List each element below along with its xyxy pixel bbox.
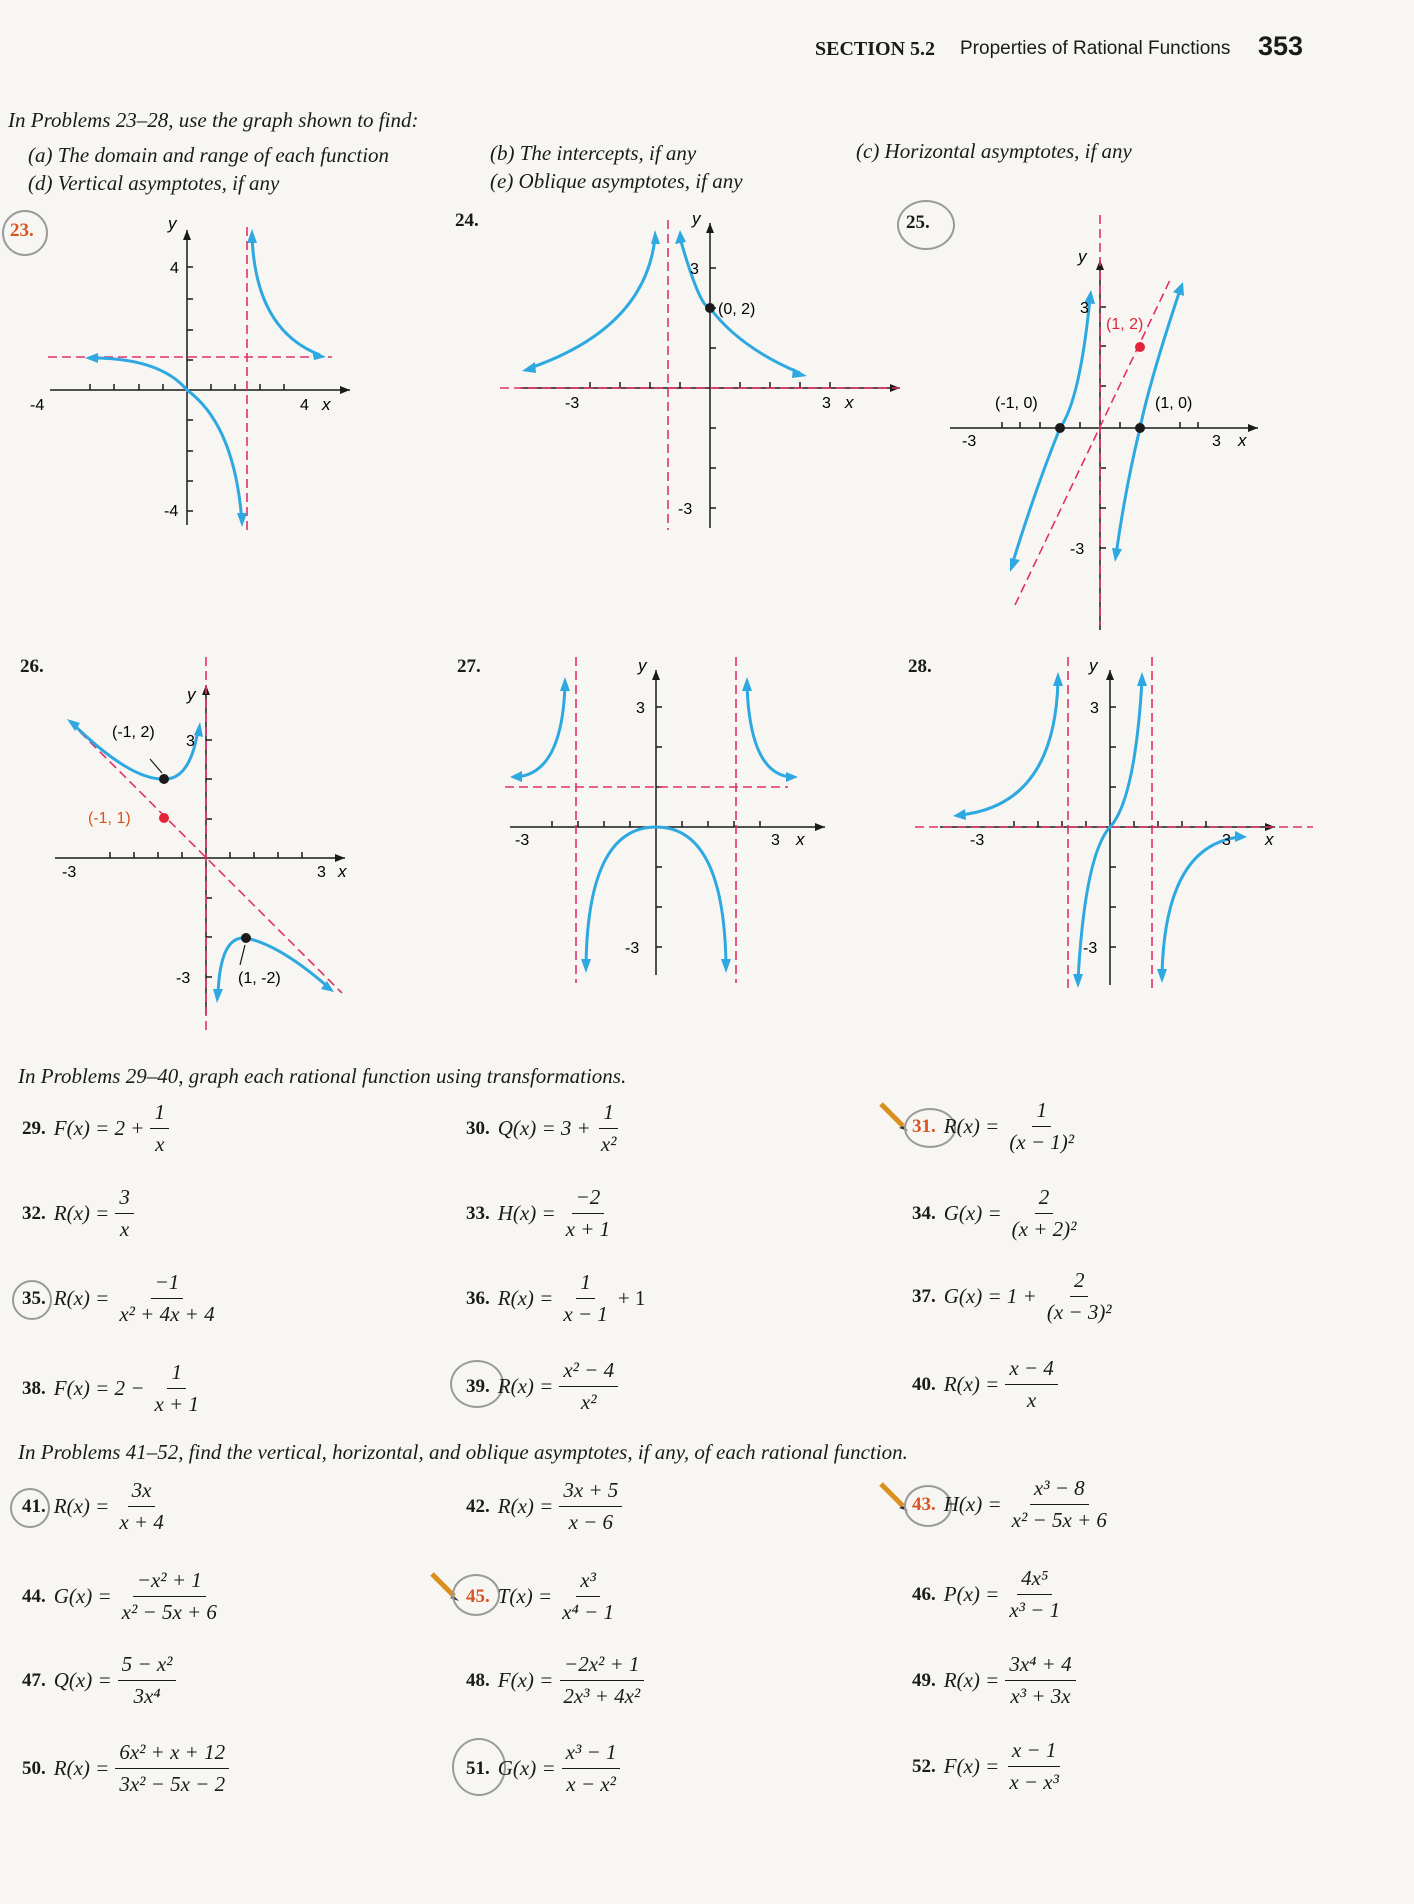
denominator: x² [580, 1390, 597, 1414]
problem-number: 35. [22, 1287, 46, 1309]
numerator: 1 [576, 1270, 595, 1299]
graph-26 [40, 655, 360, 1035]
tick-4: 4 [170, 260, 179, 277]
lhs: R(x) = [943, 1114, 1000, 1138]
instruction-d: (d) Vertical asymptotes, if any [28, 171, 280, 195]
tick-3: 3 [690, 261, 699, 278]
problem-30 [466, 1100, 626, 1157]
instruction-b: (b) The intercepts, if any [490, 141, 697, 165]
problem-46 [912, 1566, 1070, 1623]
lhs: F(x) = 2 − [53, 1376, 145, 1400]
x-tick-4: 4 [300, 397, 309, 414]
denominator: x + 1 [565, 1217, 611, 1241]
problem-number: 41. [22, 1495, 46, 1517]
lhs: P(x) = [943, 1582, 1000, 1606]
numerator: x³ [576, 1568, 600, 1597]
tick-minus-3: -3 [176, 970, 191, 987]
problem-number: 43. [912, 1493, 936, 1515]
lhs: H(x) = [943, 1492, 1002, 1516]
problem-number-28: 28. [908, 656, 932, 677]
lhs: H(x) = [497, 1201, 556, 1225]
point-label-3: (1, -2) [238, 970, 281, 987]
problem-45 [466, 1568, 624, 1625]
tick-3: 3 [1090, 700, 1099, 717]
numerator: x³ − 8 [1030, 1476, 1089, 1505]
problem-33 [466, 1185, 620, 1242]
problem-34 [912, 1185, 1086, 1242]
lhs: R(x) = [497, 1494, 554, 1518]
problem-number-26: 26. [20, 656, 44, 677]
point-label-1: (1, 2) [1106, 316, 1144, 333]
numerator: 6x² + x + 12 [115, 1740, 229, 1769]
denominator: 2x³ + 4x² [563, 1684, 641, 1708]
denominator: 3x⁴ [133, 1684, 161, 1708]
numerator: x − 4 [1005, 1356, 1058, 1385]
problem-38 [22, 1360, 209, 1417]
problem-40 [912, 1356, 1064, 1413]
point-label-3: (1, 0) [1155, 395, 1193, 412]
lhs: R(x) = [943, 1372, 1000, 1396]
denominator: x − 6 [568, 1510, 614, 1534]
x-tick-3: 3 [771, 832, 780, 849]
lhs: Q(x) = [53, 1668, 112, 1692]
y-axis-label: y [1078, 247, 1087, 266]
problem-39 [466, 1358, 624, 1415]
tick-minus-3: -3 [625, 940, 640, 957]
numerator: −2 [572, 1185, 605, 1214]
numerator: x² − 4 [559, 1358, 618, 1387]
graph-27 [500, 655, 830, 985]
denominator: (x + 2)² [1011, 1217, 1077, 1241]
instruction-c: (c) Horizontal asymptotes, if any [856, 139, 1132, 163]
y-axis-label: y [692, 209, 701, 228]
y-axis-label: y [638, 656, 647, 675]
denominator: x³ − 1 [1009, 1598, 1061, 1622]
problem-44 [22, 1568, 227, 1625]
numerator: 3 [115, 1185, 134, 1214]
problem-number: 38. [22, 1377, 46, 1399]
numerator: 2 [1035, 1185, 1054, 1214]
problem-number: 37. [912, 1285, 936, 1307]
numerator: x − 1 [1008, 1738, 1061, 1767]
problem-52 [912, 1738, 1069, 1795]
denominator: (x − 1)² [1009, 1130, 1075, 1154]
numerator: 3x⁴ + 4 [1005, 1652, 1075, 1681]
problem-42 [466, 1478, 628, 1535]
lhs: R(x) = [53, 1756, 110, 1780]
x-tick-minus-4: -4 [30, 397, 45, 414]
numerator: x³ − 1 [562, 1740, 621, 1769]
problem-number: 40. [912, 1373, 936, 1395]
denominator: x − 1 [563, 1302, 608, 1326]
problem-number: 51. [466, 1757, 490, 1779]
problem-number: 29. [22, 1117, 46, 1139]
x-tick-3: 3 [822, 395, 831, 412]
lhs: R(x) = [53, 1494, 110, 1518]
numerator: 1 [150, 1100, 169, 1129]
problem-31 [912, 1098, 1084, 1155]
instructions-29-40: In Problems 29–40, graph each rational function using transformations. [18, 1064, 627, 1088]
denominator: x² − 5x + 6 [1011, 1508, 1107, 1532]
problem-36 [466, 1270, 645, 1327]
tick-minus-3: -3 [678, 501, 693, 518]
denominator: x + 4 [119, 1510, 164, 1534]
denominator: x − x² [566, 1772, 616, 1796]
denominator: x² [600, 1132, 617, 1156]
problem-number: 39. [466, 1375, 490, 1397]
point-label-2: (-1, 0) [995, 395, 1038, 412]
lhs: T(x) = [497, 1584, 553, 1608]
problem-number: 49. [912, 1669, 936, 1691]
tick-3: 3 [186, 733, 195, 750]
denominator: (x − 3)² [1046, 1300, 1112, 1324]
problem-number: 31. [912, 1115, 936, 1137]
x-axis-label: x [322, 395, 331, 414]
y-axis-label: y [187, 685, 196, 704]
x-tick-minus-3: -3 [970, 832, 985, 849]
problem-37 [912, 1268, 1122, 1325]
lhs: R(x) = [943, 1668, 1000, 1692]
denominator: x + 1 [154, 1392, 199, 1416]
instructions-23-28: In Problems 23–28, use the graph shown to find: [8, 108, 419, 132]
numerator: 1 [167, 1360, 186, 1389]
x-tick-3: 3 [1212, 433, 1221, 450]
instruction-e: (e) Oblique asymptotes, if any [490, 169, 743, 193]
problem-48 [466, 1652, 650, 1709]
graph-28 [915, 655, 1315, 995]
denominator: 3x² − 5x − 2 [119, 1772, 226, 1796]
problem-number: 36. [466, 1287, 490, 1309]
problem-number: 50. [22, 1757, 46, 1779]
x-tick-3: 3 [317, 864, 326, 881]
lhs: R(x) = [497, 1286, 554, 1310]
lhs: G(x) = [53, 1584, 112, 1608]
x-tick-minus-3: -3 [62, 864, 77, 881]
x-tick-minus-3: -3 [515, 832, 530, 849]
problem-number-24: 24. [455, 210, 479, 231]
lhs: R(x) = [53, 1201, 110, 1225]
x-axis-label: x [796, 830, 805, 849]
point-label-2: (-1, 1) [88, 810, 131, 827]
denominator: x [1026, 1388, 1037, 1412]
y-axis-label: y [1089, 656, 1098, 675]
x-tick-3: 3 [1222, 832, 1231, 849]
problem-47 [22, 1652, 182, 1709]
page-number: 353 [1258, 31, 1304, 61]
section-title: Properties of Rational Functions [960, 38, 1231, 59]
x-tick-minus-3: -3 [962, 433, 977, 450]
problem-number-27: 27. [457, 656, 481, 677]
numerator: 4x⁵ [1017, 1566, 1052, 1595]
graph-24 [500, 208, 920, 538]
numerator: −1 [151, 1270, 184, 1299]
lhs: G(x) = [497, 1756, 556, 1780]
x-tick-minus-3: -3 [565, 395, 580, 412]
tick-3: 3 [1080, 300, 1089, 317]
denominator: x² − 5x + 6 [121, 1600, 217, 1624]
problem-number: 34. [912, 1202, 936, 1224]
tail: + 1 [617, 1286, 646, 1310]
numerator: 3x [128, 1478, 156, 1507]
tick-minus-3: -3 [1083, 940, 1098, 957]
denominator: x⁴ − 1 [562, 1600, 614, 1624]
x-axis-label: x [845, 393, 854, 412]
lhs: F(x) = 2 + [53, 1116, 145, 1140]
tick-3: 3 [636, 700, 645, 717]
numerator: 5 − x² [118, 1652, 177, 1681]
denominator: x³ + 3x [1010, 1684, 1071, 1708]
lhs: F(x) = [497, 1668, 554, 1692]
y-axis-label: y [168, 215, 177, 233]
x-axis-label: x [338, 862, 347, 881]
problem-number: 47. [22, 1669, 46, 1691]
problem-number: 42. [466, 1495, 490, 1517]
point-label-1: (-1, 2) [112, 724, 155, 741]
numerator: 1 [599, 1100, 618, 1129]
numerator: 3x + 5 [559, 1478, 622, 1507]
problem-number: 45. [466, 1585, 490, 1607]
numerator: −2x² + 1 [560, 1652, 643, 1681]
lhs: R(x) = [53, 1286, 110, 1310]
problem-29 [22, 1100, 175, 1157]
problem-number: 52. [912, 1755, 936, 1777]
tick-minus-4: -4 [164, 503, 179, 520]
instruction-a: (a) The domain and range of each function [28, 143, 390, 167]
problem-35 [22, 1270, 225, 1327]
problem-41 [22, 1478, 174, 1535]
lhs: Q(x) = 3 + [497, 1116, 591, 1140]
problem-number: 48. [466, 1669, 490, 1691]
instructions-41-52: In Problems 41–52, find the vertical, horizontal, and oblique asymptotes, if any, of each rational function. [18, 1440, 908, 1464]
problem-number-25: 25. [906, 212, 930, 233]
denominator: x [119, 1217, 130, 1241]
problem-number-23: 23. [10, 220, 34, 241]
graph-25 [940, 210, 1260, 630]
numerator: 1 [1032, 1098, 1051, 1127]
lhs: R(x) = [497, 1374, 554, 1398]
problem-number: 32. [22, 1202, 46, 1224]
denominator: x [155, 1132, 165, 1156]
problem-number: 30. [466, 1117, 490, 1139]
problem-number: 33. [466, 1202, 490, 1224]
section-label: SECTION 5.2 [815, 38, 936, 60]
numerator: 2 [1070, 1268, 1089, 1297]
lhs: G(x) = 1 + [943, 1284, 1037, 1308]
problem-number: 46. [912, 1583, 936, 1605]
problem-49 [912, 1652, 1082, 1709]
point-label: (0, 2) [718, 301, 756, 318]
numerator: −x² + 1 [133, 1568, 206, 1597]
denominator: x − x³ [1009, 1770, 1059, 1794]
denominator: x² + 4x + 4 [119, 1302, 215, 1326]
tick-minus-3: -3 [1070, 541, 1085, 558]
x-axis-label: x [1238, 431, 1247, 450]
lhs: G(x) = [943, 1201, 1002, 1225]
graph-23 [30, 215, 350, 535]
problem-43 [912, 1476, 1117, 1533]
problem-51 [466, 1740, 626, 1797]
problem-50 [22, 1740, 235, 1797]
lhs: F(x) = [943, 1754, 1000, 1778]
problem-number: 44. [22, 1585, 46, 1607]
x-axis-label: x [1265, 830, 1274, 849]
problem-32 [22, 1185, 140, 1242]
